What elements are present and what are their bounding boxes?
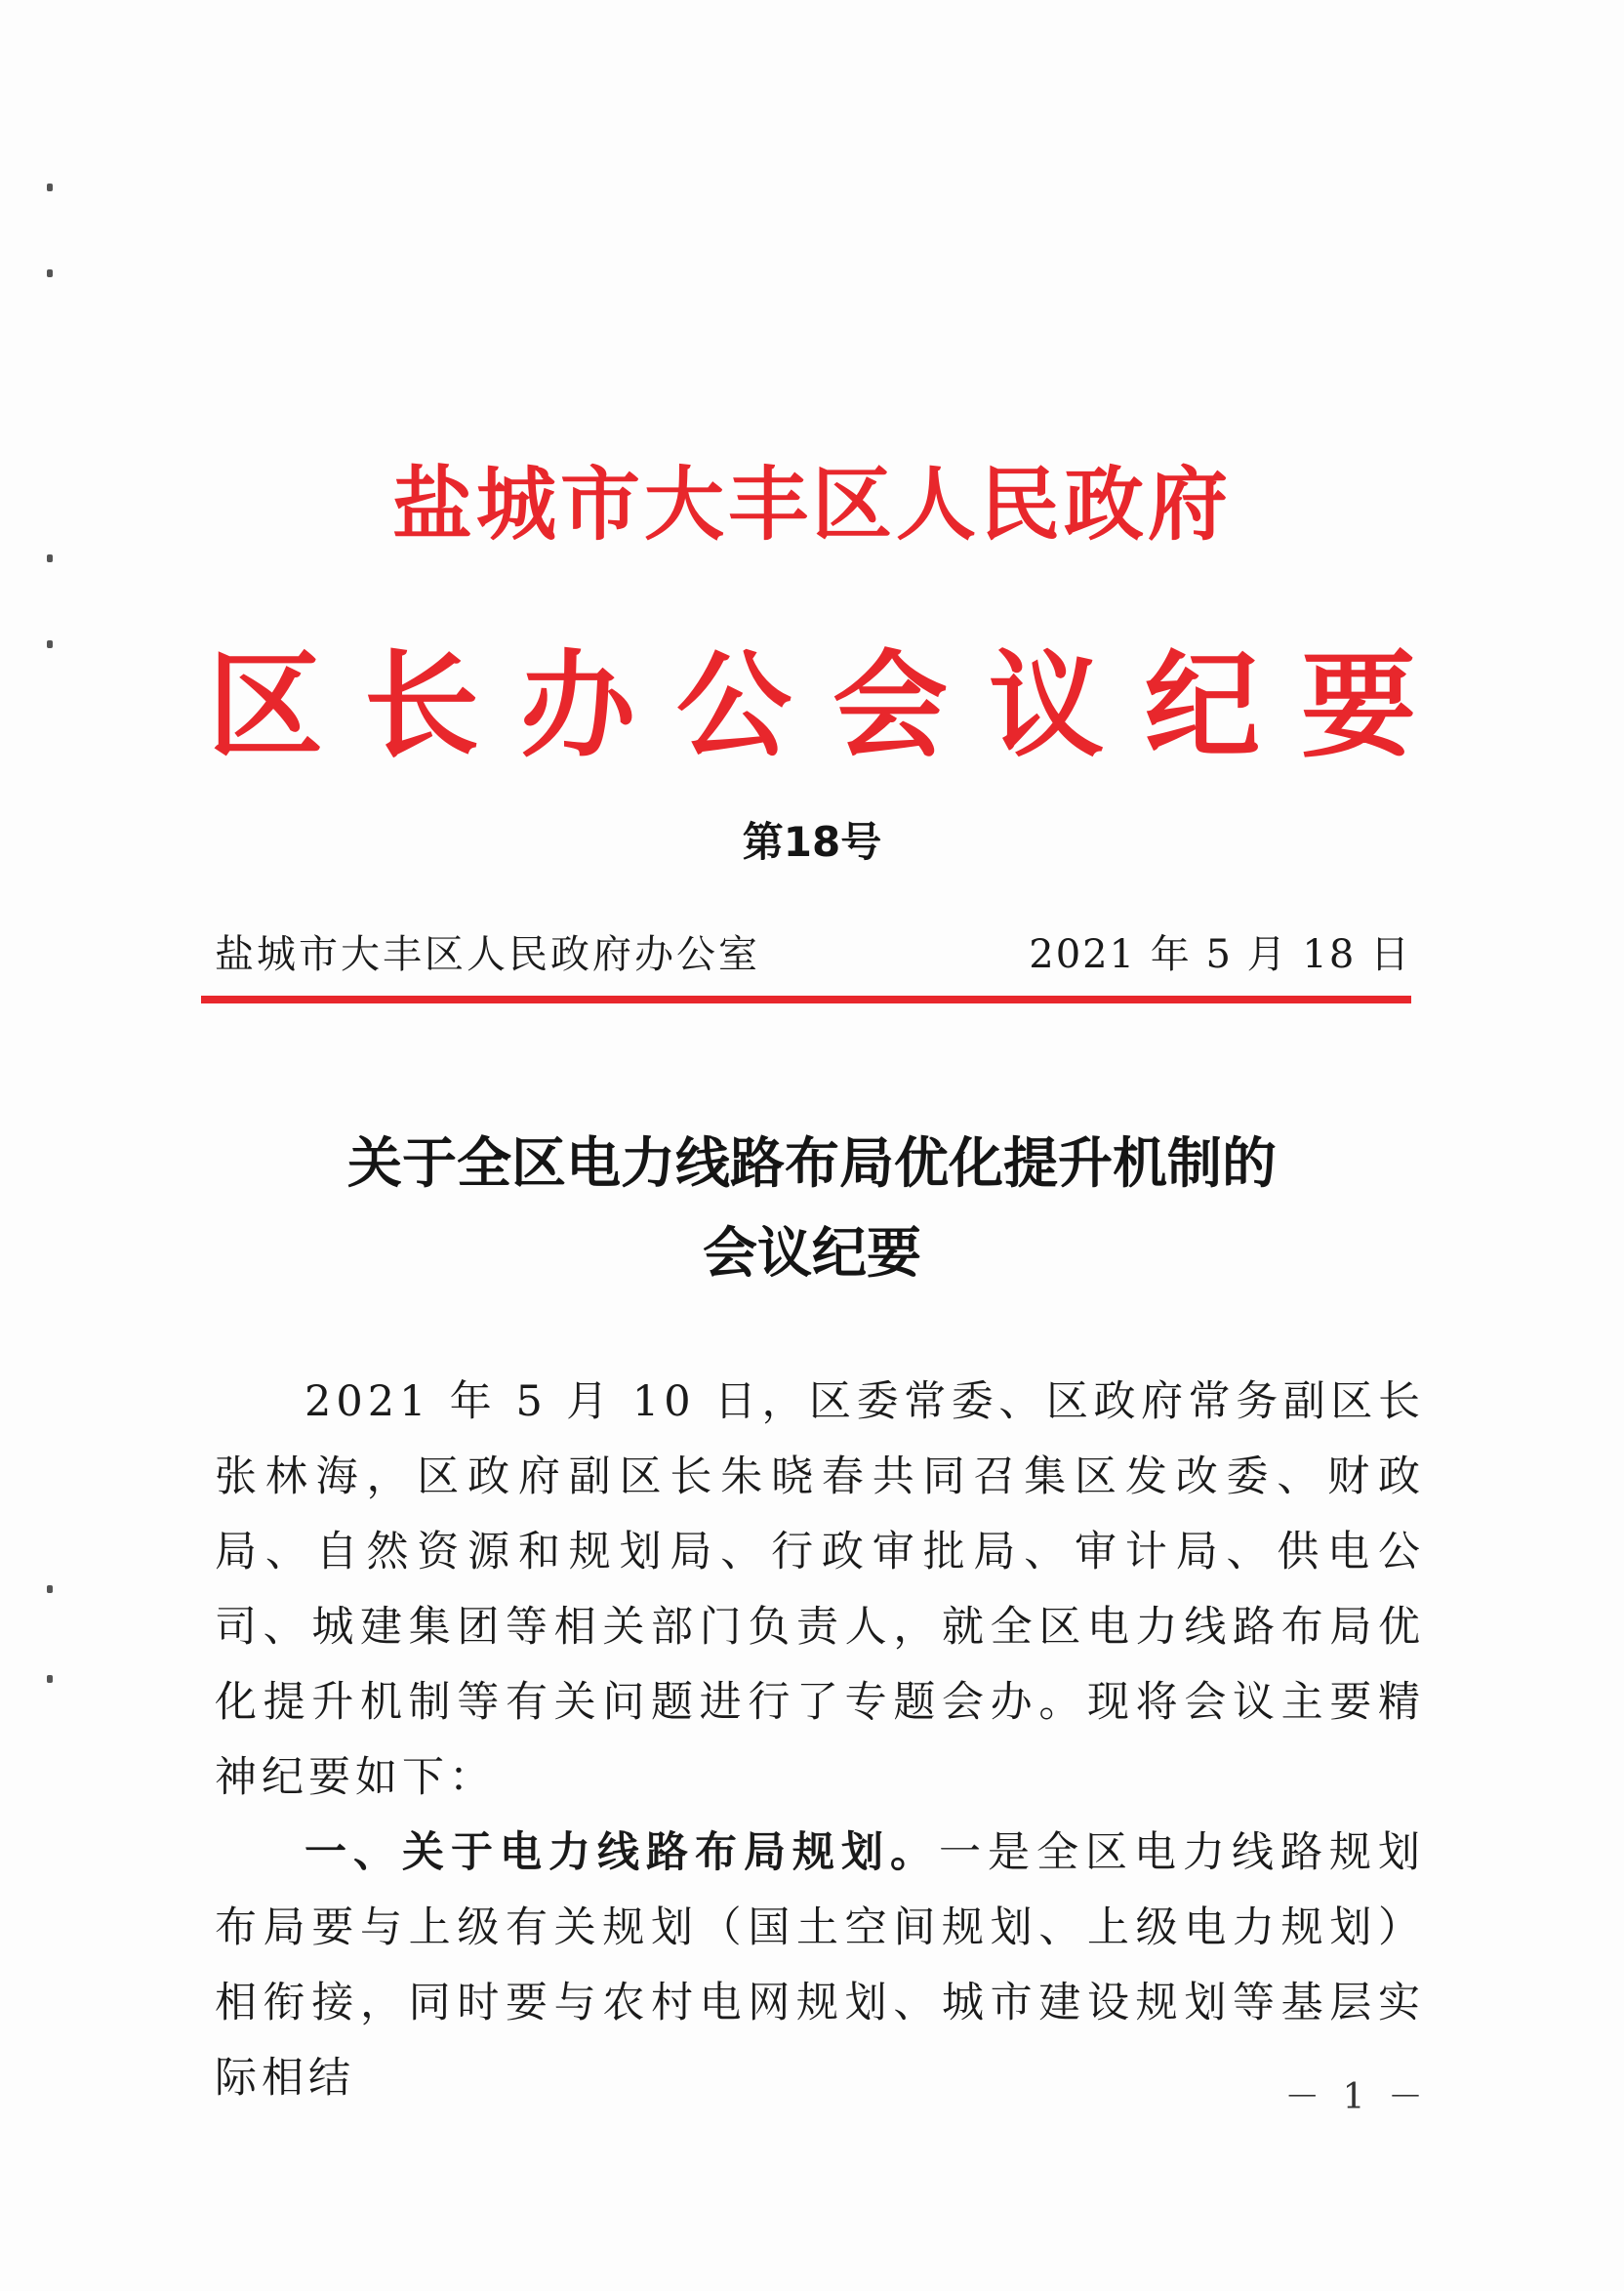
- binding-hole-mark: [47, 1675, 53, 1683]
- document-title-line-2: 会议纪要: [703, 1222, 921, 1286]
- issue-number: 第18号: [742, 818, 882, 866]
- page-number: － 1 －: [1284, 2077, 1429, 2117]
- binding-hole-mark: [47, 184, 53, 191]
- paragraph-intro: 2021 年 5 月 10 日，区委常委、区政府常务副区长张林海，区政府副区长朱晓春共同召集区发改委、财政局、自然资源和规划局、行政审批局、审计局、供电公司、城建集团等相关部门负责人，就全区电力线路布局优化提升机制等有关问题进行了专题会办。现将会议主要精神纪要如下：: [215, 1377, 1425, 1802]
- issue-date: 2021 年 5 月 18 日: [1029, 932, 1411, 977]
- section-1-text: 一是全区电力线路规划布局要与上级有关规划（国土空间规划、上级电力规划）相衔接，同时要与农村电网规划、城市建设规划等基层实际相结: [215, 1828, 1425, 2103]
- document-title-line-1: 关于全区电力线路布局优化提升机制的: [347, 1132, 1277, 1196]
- red-separator-line: [201, 996, 1411, 1003]
- paragraph-section-1: [215, 1816, 1425, 2116]
- section-1-heading: 一、关于电力线路布局规划。: [304, 1828, 939, 1877]
- issuer: 盐城市大丰区人民政府办公室: [215, 932, 760, 977]
- binding-hole-mark: [47, 554, 53, 562]
- org-title: 盐城市大丰区人民政府: [391, 458, 1232, 552]
- binding-hole-mark: [47, 269, 53, 277]
- doc-type-title: 区长办公会议纪要: [207, 637, 1457, 773]
- binding-hole-mark: [47, 1585, 53, 1593]
- document-body: [215, 1365, 1425, 2116]
